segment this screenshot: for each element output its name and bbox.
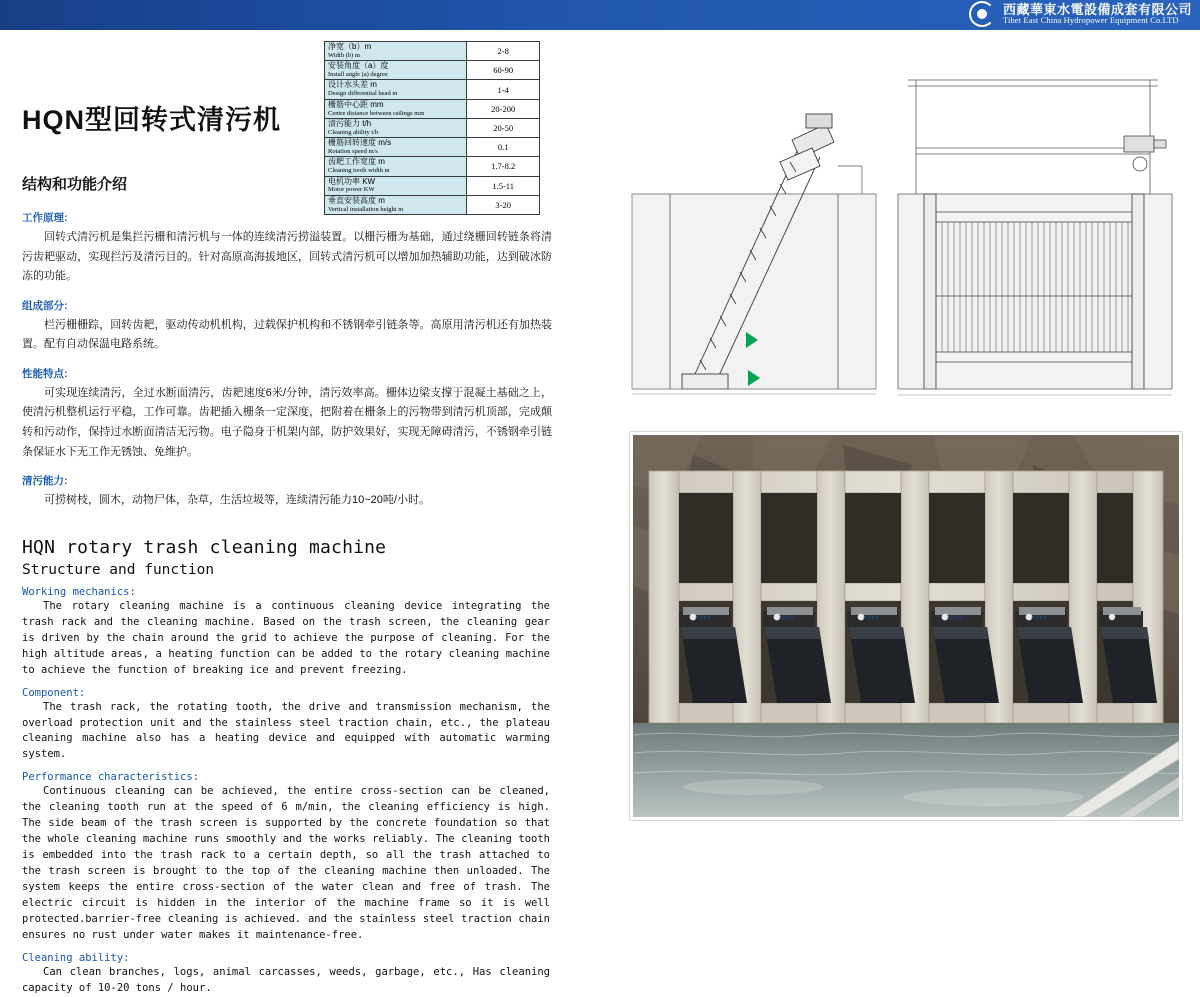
spec-value: 1-4 <box>467 80 540 99</box>
text-cleaning-ability-cn: 可捞树枝，圆木，动物尸体，杂草，生活垃圾等，连续清污能力10~20吨/小时。 <box>44 494 430 507</box>
machine-badge: 西藏華東 <box>779 615 795 620</box>
spec-label-en: Vertical installation height m <box>328 205 404 213</box>
spec-value: 60-90 <box>467 61 540 80</box>
spec-value: 20-200 <box>467 99 540 118</box>
page-title-cn: HQN型回转式清污机 <box>22 105 281 135</box>
section-heading-cn: 结构和功能介绍 <box>22 176 128 193</box>
spec-label-cn: 齿耙工作宽度 m <box>328 157 385 167</box>
spec-label-cn: 栅筋回转速度 m/s <box>328 138 392 148</box>
text-performance-en: Continuous cleaning can be achieved, the entire cross-section can be cleaned, the cleaning tooth run at the speed of 6 m/min, the cleaning efficiency is high. The side beam of the trash screen is supported by the concrete foundation so that the whole cleaning machine runs smoothly and the works reliably. The cleaning tooth is embedded into the trash rack to a certain depth, so all the trash attached to the trash screen is brought to the top of the cleaning machine then unloaded. The system keeps the entire cross-section of the water clean and free of trash. The electric circuit is hidden in the interior of the machine frame so it is well protected.barrier-free cleaning is achieved. and the stainless steel traction chain ensures no rust under water makes it maintenance-free. <box>22 785 550 941</box>
spec-value: 0.1 <box>467 138 540 157</box>
machine-badge: 西藏華東 <box>695 615 711 620</box>
spec-label-en: Motor power KW <box>328 186 375 194</box>
label-cleaning-ability-cn: 清污能力: <box>22 475 68 488</box>
spec-label-en: Rotation speed m/s <box>328 148 378 156</box>
front-elevation-svg <box>888 44 1182 422</box>
table-row <box>325 118 540 137</box>
spec-label-cn: 栅筋中心距 mm <box>328 99 384 109</box>
machine-badge: 西藏華東 <box>1031 615 1047 620</box>
spec-value: 2-8 <box>467 42 540 61</box>
circle-swirl-logo-icon <box>969 1 995 27</box>
label-performance-cn: 性能特点: <box>22 367 68 380</box>
section-heading-en: Structure and function <box>22 561 215 578</box>
label-component-en: Component: <box>22 686 86 699</box>
spec-label-en: Design differential head m <box>328 90 398 98</box>
label-performance-en: Performance characteristics: <box>22 771 200 784</box>
spec-label-cn: 清污能力 t/h <box>328 118 372 128</box>
label-cleaning-ability-en: Cleaning ability: <box>22 951 130 964</box>
technical-drawings <box>630 44 1182 422</box>
text-component-cn: 栏污栅栅踪，回转齿耙，驱动传动机机构，过载保护机构和不锈钢牵引链条等。高原用清污机还有加热装置。配有自动保温电路系统。 <box>22 318 552 351</box>
spec-value: 3-20 <box>467 195 540 214</box>
spec-label-cn: 电机功率 KW <box>328 176 376 186</box>
company-name-cn: 西藏華東水電設備成套有限公司 <box>1002 1 1192 17</box>
text-working-mechanics-en: The rotary cleaning machine is a continuous cleaning device integrating the trash rack and the cleaning machine. Based on the trash screen, the cleaning gear is driven by the chain around the grid to achieve the purpose of cleaning. For the high altitude areas, a heating function can be added to the rotary cleaning machine to achieve the function of breaking ice and prevent freezing. <box>22 599 550 676</box>
company-name-en: Tibet East China Hydropower Equipment Co.LTD <box>1002 15 1179 26</box>
machine-badge: 西藏華東 <box>863 615 879 620</box>
table-row <box>325 99 540 118</box>
table-row <box>325 138 540 157</box>
label-component-cn: 组成部分: <box>22 299 68 312</box>
spec-label-en: Cleaning ability t/h <box>328 128 379 136</box>
side-elevation-drawing <box>630 44 878 422</box>
table-row <box>325 80 540 99</box>
front-elevation-drawing <box>888 44 1182 422</box>
spec-label-en: Cleaning tooth width m <box>328 167 390 175</box>
text-cleaning-ability-en: Can clean branches, logs, animal carcasses, weeds, garbage, etc., Has cleaning capacity of 10-20 tons / hour. <box>22 965 550 994</box>
table-row <box>325 176 540 195</box>
chinese-body <box>22 210 552 511</box>
label-working-mechanics-en: Working mechanics: <box>22 585 136 598</box>
spec-label-cn: 净宽（b）m <box>328 42 372 51</box>
spec-value: 20-50 <box>467 118 540 137</box>
text-performance-cn: 可实现连续清污，全过水断面清污，齿耙速度6米/分钟，清污效率高。栅体边梁支撑于混凝土基础之上，使清污机整机运行平稳，工作可靠。齿耙插入栅条一定深度，把附着在栅条上的污物带到清污机顶部，完成颠转和污动作，保持过水断面清洁无污物。电子隐身于机架内部，防护效果好，实现无障碍清污，不锈钢牵引链条保证水下无工作无锈蚀、免维护。 <box>22 386 552 458</box>
table-row <box>325 157 540 176</box>
spec-label-cn: 垂直安装高度 m <box>328 195 385 205</box>
installation-photo <box>630 432 1182 820</box>
table-row <box>325 42 540 61</box>
table-row <box>325 61 540 80</box>
label-working-mechanics-cn: 工作原理: <box>22 212 68 224</box>
side-elevation-svg <box>630 44 878 422</box>
spec-label-cn: 设计水头差 m <box>328 80 377 90</box>
page-title-en: HQN rotary trash cleaning machine <box>22 536 387 558</box>
company-brand <box>969 1 1192 27</box>
machine-badge: 西藏華東 <box>947 615 963 620</box>
text-working-mechanics-cn: 回转式清污机是集拦污栅和清污机与一体的连续清污捞溢装置。以栅污栅为基础，通过绕栅回转链条将清污齿耙驱动，实现拦污及清污目的。针对高原高海拔地区，回转式清污机可以增加加热辅助功能，达到破冰防冻的功能。 <box>22 231 552 283</box>
page-header <box>0 0 1200 30</box>
table-row <box>325 195 540 214</box>
specification-table <box>324 41 540 215</box>
text-component-en: The trash rack, the rotating tooth, the drive and transmission mechanism, the overload protection unit and the stainless steel traction chain, etc., the plateau cleaning machine also has a heating device and equipped with automatic warming system. <box>22 700 550 761</box>
spec-label-en: Install angle (a) degree <box>328 71 388 79</box>
installation-photo-svg <box>633 435 1179 817</box>
spec-label-cn: 安装角度（a）度 <box>328 61 389 71</box>
spec-label-en: Centre distance between railings mm <box>328 109 425 117</box>
spec-value: 1.5-11 <box>467 176 540 195</box>
spec-label-en: Width (b) m <box>328 51 360 59</box>
spec-value: 1.7-8.2 <box>467 157 540 176</box>
